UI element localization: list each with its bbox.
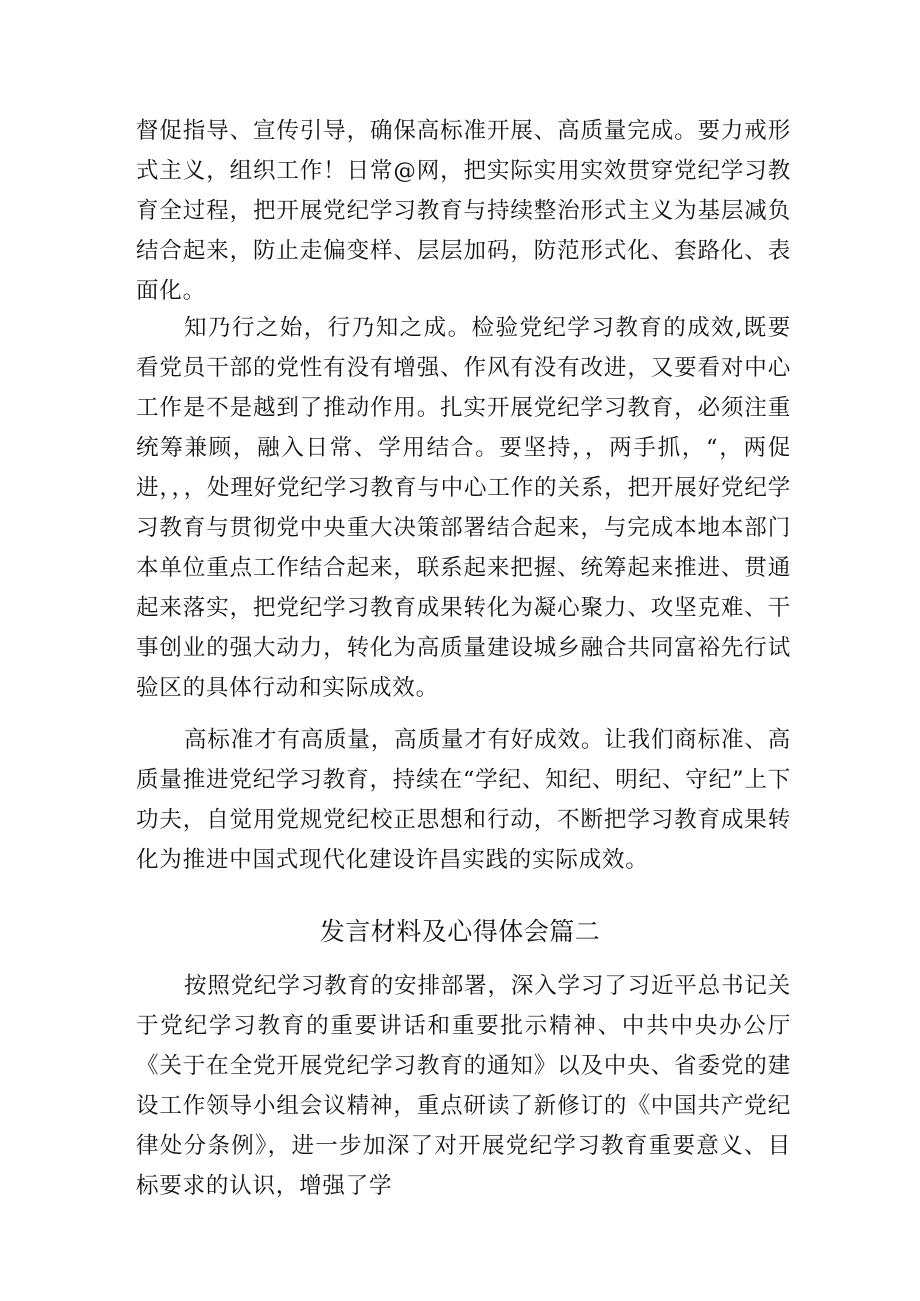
body-paragraph-3: 高标准才有高质量，高质量才有好成效。让我们商标准、高质量推进党纪学习教育，持续在“学纪、知纪、明纪、守纪”上下功夫，自觉用党规党纪校正思想和行动，不断把学习教育成果转化为推进中国式现代化建设许昌实践的实际成效。	[136, 727, 791, 873]
body-paragraph-2: 知乃行之始，行乃知之成。检验党纪学习教育的成效,既要看党员干部的党性有没有增强、作风有没有改进，又要看对中心工作是不是越到了推动作用。扎实开展党纪学习教育，必须注重统筹兼顾，融入日常、学用结合。要坚持，，两手抓，“，两促进，，，处理好党纪学习教育与中心工作的关系，把开展好党纪学习教育与贯彻党中央重大决策部署结合起来，与完成本地本部门本单位重点工作结合起来，联系起来把握、统筹起来推进、贯通起来落实，把党纪学习教育成果转化为凝心聚力、攻坚克难、干事创业的强大动力，转化为高质量建设城乡融合共同富裕先行试验区的具体行动和实际成效。	[136, 315, 791, 701]
body-paragraph-1: 督促指导、宣传引导，确保高标准开展、高质量完成。要力戒形式主义，组织工作！日常@网，把实际实用实效贯穿党纪学习教育全过程，把开展党纪学习教育与持续整治形式主义为基层减负结合起来，防止走偏变样、层层加码，防范形式化、套路化、表面化。	[136, 118, 791, 304]
section-paragraph: 按照党纪学习教育的安排部署，深入学习了习近平总书记关于党纪学习教育的重要讲话和重要批示精神、中共中央办公厅《关于在全党开展党纪学习教育的通知》以及中央、省委党的建设工作领导小组会议精神，重点研读了新修订的《中国共产党纪律处分条例》，进一步加深了对开展党纪学习教育重要意义、目标要求的认识，增强了学	[136, 973, 791, 1199]
section-heading: 发言材料及心得体会篇二	[319, 917, 601, 946]
